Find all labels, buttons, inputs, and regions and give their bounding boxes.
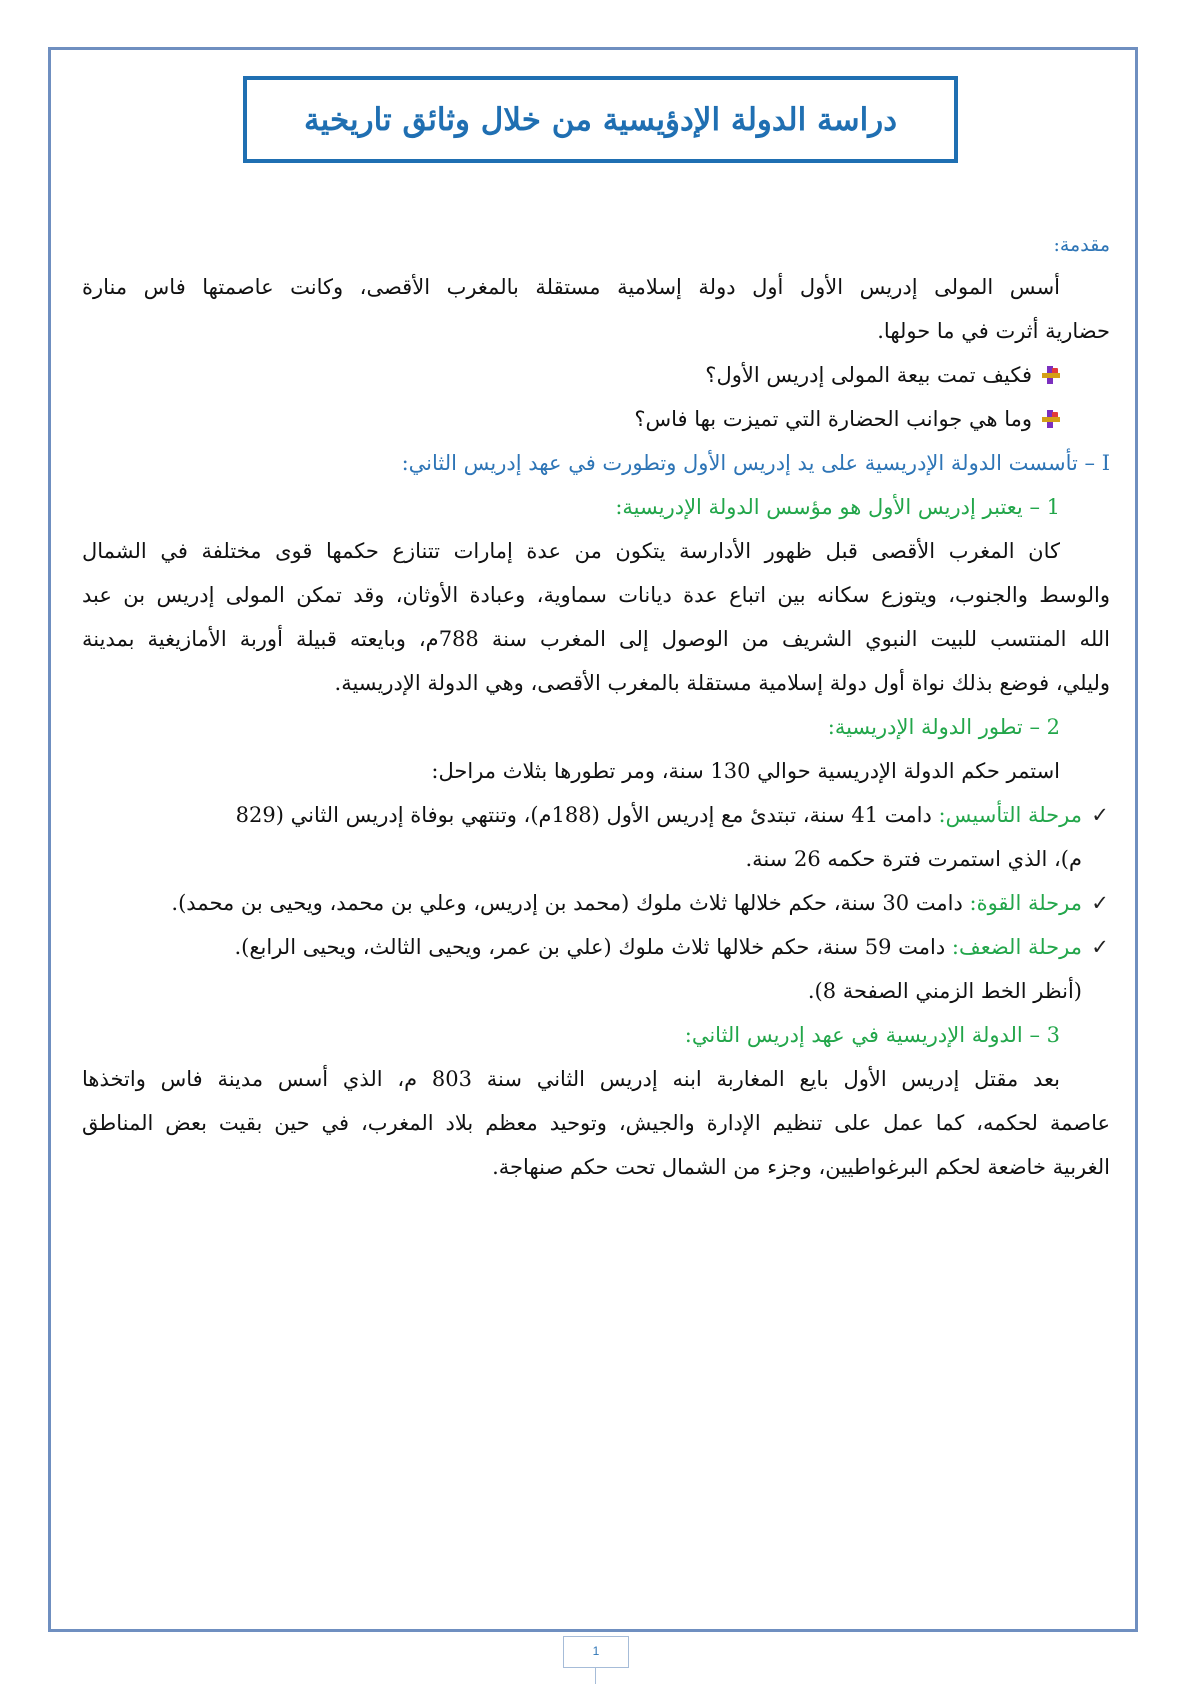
phase-text: مرحلة الضعف: دامت 59 سنة، حكم خلالها ثلاث ملوك (علي بن عمر، ويحيى الثالث، ويحيى الرابع).: [234, 935, 1082, 959]
check-icon: ✓: [1091, 891, 1109, 915]
question-text: وما هي جوانب الحضارة التي تميزت بها فاس؟: [634, 407, 1032, 431]
phase-text: مرحلة التأسيس: دامت 41 سنة، تبتدئ مع إدريس الأول (188م)، وتنتهي بوفاة إدريس الثاني (829: [235, 803, 1082, 827]
subsection-heading: 2 – تطور الدولة الإدريسية:: [827, 715, 1060, 739]
page-number: 1: [563, 1636, 629, 1668]
paragraph-line: بعد مقتل إدريس الأول بايع المغاربة ابنه إدريس الثاني سنة 803 م، الذي أسس مدينة فاس واتخذها: [82, 1067, 1060, 1091]
colored-plus-icon: [1042, 410, 1060, 428]
subsection-heading: 1 – يعتبر إدريس الأول هو مؤسس الدولة الإدريسية:: [615, 495, 1060, 519]
paragraph-line: الغربية خاضعة لحكم البرغواطيين، وجزء من الشمال تحت حكم صنهاجة.: [492, 1155, 1110, 1179]
subsection-heading: 3 – الدولة الإدريسية في عهد إدريس الثاني:: [684, 1023, 1060, 1047]
phase-label: مرحلة التأسيس:: [938, 803, 1082, 827]
document-body: [82, 225, 1110, 1189]
intro-heading: مقدمة:: [1053, 234, 1110, 256]
question-text: فكيف تمت بيعة المولى إدريس الأول؟: [705, 363, 1032, 387]
page-title: دراسة الدولة الإدؤيسية من خلال وثائق تاريخية: [304, 101, 897, 138]
paragraph-line: عاصمة لحكمه، كما عمل على تنظيم الإدارة والجيش، وتوحيد معظم بلاد المغرب، في حين بقيت بعض المناطق: [82, 1111, 1110, 1135]
question-item: [82, 353, 1110, 397]
question-item: [82, 397, 1110, 441]
paragraph-line: كان المغرب الأقصى قبل ظهور الأدارسة يتكون من عدة إمارات تتنازع حكمها قوى مختلفة في الشمال: [82, 539, 1060, 563]
phase-item: [82, 881, 1110, 925]
intro-line: حضارية أثرت في ما حولها.: [877, 319, 1110, 343]
phase-label: مرحلة الضعف:: [951, 935, 1082, 959]
phase-item: [82, 793, 1110, 837]
paragraph-line: والوسط والجنوب، ويتوزع سكانه بين اتباع عدة ديانات سماوية، وعبادة الأوثان، وقد تمكن المولى إدريس بن عبد: [82, 583, 1110, 607]
title-box: [243, 76, 958, 163]
section-heading: I – تأسست الدولة الإدريسية على يد إدريس الأول وتطورت في عهد إدريس الثاني:: [401, 451, 1110, 475]
phase-item: [82, 925, 1110, 969]
phase-continuation: م)، الذي استمرت فترة حكمه 26 سنة.: [745, 847, 1082, 871]
paragraph-line: الله المنتسب للبيت النبوي الشريف من الوصول إلى المغرب سنة 788م، وبايعته قبيلة أوربة الأمازيغية بمدينة: [82, 627, 1111, 651]
check-icon: ✓: [1091, 803, 1109, 827]
check-icon: ✓: [1091, 935, 1109, 959]
phase-text: مرحلة القوة: دامت 30 سنة، حكم خلالها ثلاث ملوك (محمد بن إدريس، وعلي بن محمد، ويحيى بن محمد).: [171, 891, 1082, 915]
phase-continuation: (أنظر الخط الزمني الصفحة 8).: [807, 979, 1082, 1003]
paragraph-line: وليلي، فوضع بذلك نواة أول دولة إسلامية مستقلة بالمغرب الأقصى، وهي الدولة الإدريسية.: [334, 671, 1110, 695]
colored-plus-icon: [1042, 366, 1060, 384]
intro-line: أسس المولى إدريس الأول أول دولة إسلامية مستقلة بالمغرب الأقصى، وكانت عاصمتها فاس منارة: [82, 275, 1060, 299]
phase-label: مرحلة القوة:: [969, 891, 1082, 915]
paragraph-line: استمر حكم الدولة الإدريسية حوالي 130 سنة، ومر تطورها بثلاث مراحل:: [431, 759, 1060, 783]
page-number-tick: [595, 1667, 596, 1684]
